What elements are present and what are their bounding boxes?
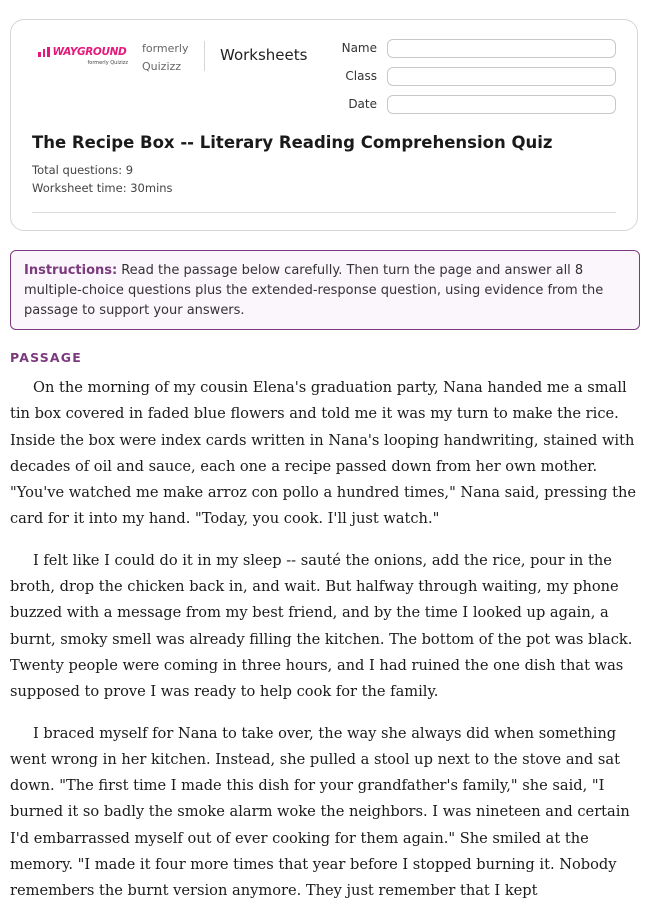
- class-label: Class: [345, 69, 377, 83]
- class-field[interactable]: [387, 67, 616, 86]
- formerly-line-1: formerly: [142, 42, 189, 55]
- worksheet-header-card: [10, 19, 638, 231]
- passage-paragraph: I braced myself for Nana to take over, the way she always did when something went wrong in her kitchen. Instead, she pulled a stool up next to the stove and sat down. "The first time I made this dish for your grandfather's family," she said, "I burned it so badly the smoke alarm woke the neighbors. I was nineteen and certain I'd embarrassed myself out of ever cooking for them again." She smiled at the memory. "I made it four more times that year before I stopped burning it. Nobody remembers the burnt version anymore. They just remember that I kept: [10, 724, 630, 900]
- instructions-text: Read the passage below carefully. Then turn the page and answer all 8 multiple-choice questions plus the extended-response question, using evidence from the passage to support your answers.: [24, 263, 604, 318]
- header-bottom-divider: [32, 212, 616, 213]
- passage-paragraph: On the morning of my cousin Elena's graduation party, Nana handed me a small tin box covered in faded blue flowers and told me it was my turn to make the rice. Inside the box were index cards written in Nana's looping handwriting, stained with decades of oil and sauce, each one a recipe passed down from her own mother. "You've watched me make arroz con pollo a hundred times," Nana said, pressing the card for it into my hand. "Today, you cook. I'll just watch.": [10, 379, 636, 528]
- wayground-logo: [38, 45, 128, 66]
- logo-wordmark: WAYGROUND: [52, 46, 127, 58]
- name-label: Name: [341, 41, 377, 55]
- formerly-quizizz-note: [142, 40, 189, 76]
- date-label: Date: [348, 97, 377, 111]
- passage-heading: PASSAGE: [10, 350, 83, 365]
- passage-body: [10, 375, 642, 920]
- total-questions: Total questions: 9: [32, 163, 134, 177]
- logo-bars-icon: [38, 47, 50, 57]
- instructions-box: [10, 250, 640, 330]
- name-field[interactable]: [387, 39, 616, 58]
- formerly-line-2: Quizizz: [142, 60, 182, 73]
- worksheets-title: Worksheets: [220, 46, 308, 64]
- logo-subtext: formerly Quizizz: [87, 60, 128, 66]
- instructions-lead: Instructions:: [24, 263, 118, 278]
- header-divider: [204, 41, 205, 71]
- quiz-title: The Recipe Box -- Literary Reading Comprehension Quiz: [32, 133, 553, 152]
- worksheet-time: Worksheet time: 30mins: [32, 181, 173, 195]
- date-field[interactable]: [387, 95, 616, 114]
- passage-paragraph: I felt like I could do it in my sleep -- sauté the onions, add the rice, pour in the broth, drop the chicken back in, and wait. But halfway through waiting, my phone buzzed with a message from my best friend, and by the time I looked up again, a burnt, smoky smell was already filling the kitchen. The bottom of the pot was black. Twenty people were coming in three hours, and I had ruined the one dish that was supposed to prove I was ready to help cook for the family.: [10, 551, 633, 701]
